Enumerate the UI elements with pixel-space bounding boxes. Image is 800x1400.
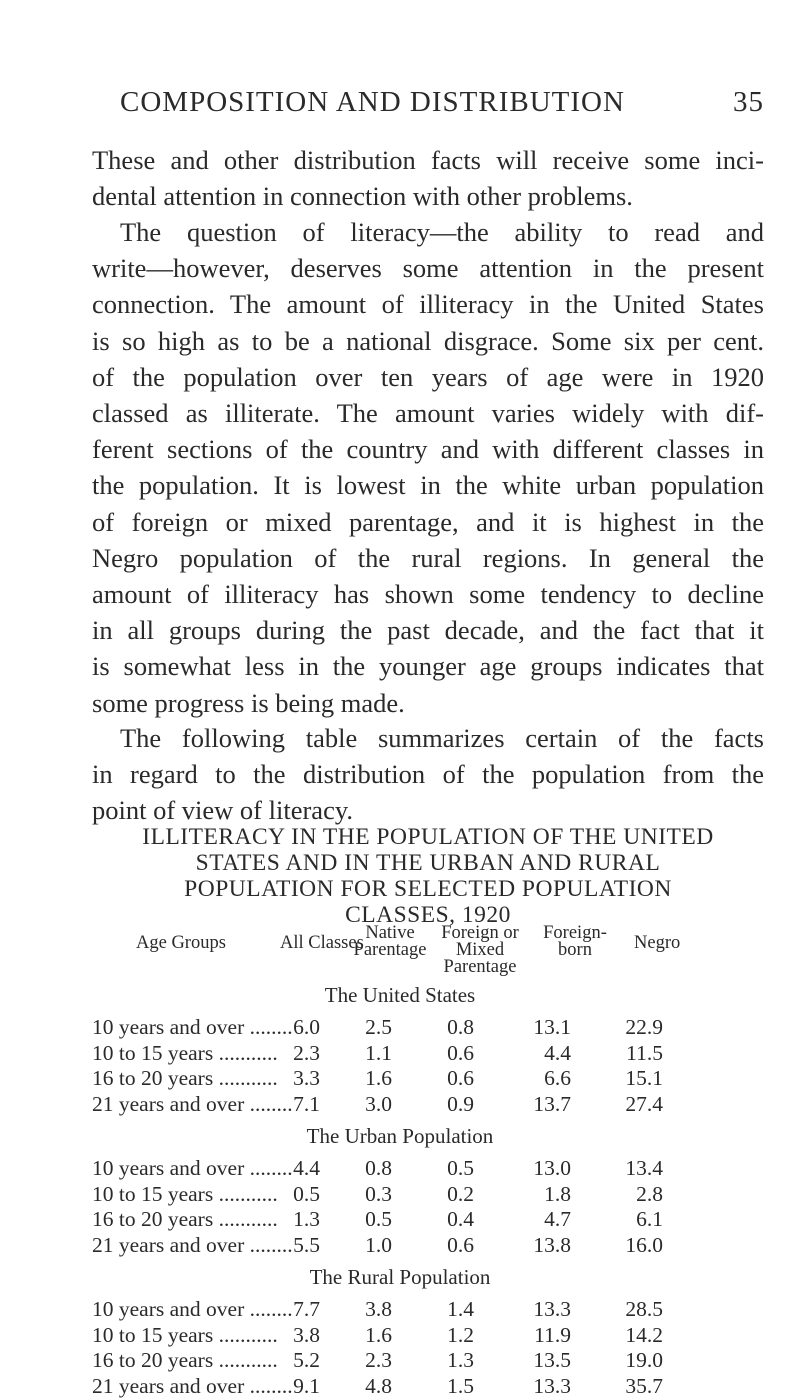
col-head-native-parentage <box>350 925 430 959</box>
text-line: ferent sections of the country and with different classes in <box>92 434 764 465</box>
age-group-label <box>92 1323 278 1348</box>
cell-negro: 22.9 <box>625 1015 663 1039</box>
age-group-text: 10 years and over <box>92 1015 245 1039</box>
cell-foreign-born: 13.1 <box>533 1015 571 1039</box>
age-group-text: 10 to 15 years <box>92 1181 214 1206</box>
text-line: is somewhat less in the younger age groups indicates that <box>92 651 764 682</box>
age-group-label <box>92 1092 293 1117</box>
cell-negro: 11.5 <box>626 1040 663 1065</box>
age-group-text: 21 years and over <box>92 1232 245 1257</box>
cell-foreign-mixed: 0.6 <box>447 1040 474 1065</box>
age-group-text: 21 years and over <box>92 1091 245 1116</box>
table-row <box>0 1041 800 1067</box>
cell-all: 9.1 <box>293 1373 320 1398</box>
cell-native: 3.8 <box>365 1297 392 1321</box>
text-line: in all groups during the past decade, and the fact that it <box>92 615 764 646</box>
cell-foreign-mixed: 0.5 <box>447 1156 474 1180</box>
cell-negro: 28.5 <box>625 1297 663 1321</box>
paragraph-table-intro <box>92 720 764 829</box>
paragraph-literacy <box>92 214 764 721</box>
cell-negro: 27.4 <box>625 1091 663 1116</box>
col-head-foreign-mixed-line1: Foreign or <box>441 923 519 943</box>
leader-dots: ........ <box>244 1373 293 1398</box>
age-group-text: 16 to 20 years <box>92 1066 214 1090</box>
text-line: amount of illiteracy has shown some tendency to decline <box>92 579 764 610</box>
col-head-native-line2: Parentage <box>353 940 427 960</box>
table-title-line: STATES AND IN THE URBAN AND RURAL <box>195 850 661 876</box>
col-head-all-classes: All Classes <box>280 933 364 953</box>
age-group-text: 10 to 15 years <box>92 1040 214 1065</box>
age-group-text: 16 to 20 years <box>92 1348 214 1372</box>
age-group-label <box>92 1348 278 1373</box>
cell-all: 6.0 <box>293 1015 320 1039</box>
table-row <box>0 1233 800 1259</box>
table-row <box>0 1015 800 1041</box>
cell-native: 0.3 <box>365 1181 392 1206</box>
leader-dots: ........... <box>213 1322 278 1347</box>
cell-native: 4.8 <box>365 1373 392 1398</box>
cell-foreign-born: 6.6 <box>544 1066 571 1090</box>
cell-native: 1.6 <box>365 1322 392 1347</box>
cell-native: 0.8 <box>365 1156 392 1180</box>
cell-all: 4.4 <box>293 1156 320 1180</box>
text-line: The following table summarizes certain of the facts <box>120 723 764 753</box>
cell-native: 1.0 <box>365 1232 392 1257</box>
cell-foreign-mixed: 0.6 <box>447 1066 474 1090</box>
cell-foreign-mixed: 0.6 <box>447 1232 474 1257</box>
table-section-heading: The Urban Population <box>306 1124 494 1148</box>
age-group-text: 21 years and over <box>92 1373 245 1398</box>
cell-native: 2.3 <box>365 1348 392 1372</box>
table-row <box>0 1092 800 1118</box>
cell-foreign-mixed: 1.5 <box>447 1373 474 1398</box>
table-row <box>0 1156 800 1182</box>
cell-all: 3.3 <box>293 1066 320 1090</box>
age-group-label <box>92 1374 293 1399</box>
table-title-line: ILLITERACY IN THE POPULATION OF THE UNITED <box>142 824 714 850</box>
cell-foreign-mixed: 1.3 <box>447 1348 474 1372</box>
age-group-label <box>92 1182 278 1207</box>
cell-negro: 14.2 <box>625 1322 663 1347</box>
text-line: some progress is being made. <box>92 687 405 718</box>
cell-negro: 19.0 <box>625 1348 663 1372</box>
age-group-text: 16 to 20 years <box>92 1207 214 1231</box>
leader-dots: ........ <box>244 1015 293 1039</box>
col-head-foreign-born <box>530 925 620 959</box>
cell-native: 1.6 <box>365 1066 392 1090</box>
page-number: 35 <box>733 86 764 118</box>
text-line: dental attention in connection with other problems. <box>92 181 633 212</box>
age-group-text: 10 years and over <box>92 1156 245 1180</box>
cell-all: 7.7 <box>293 1297 320 1321</box>
cell-foreign-born: 1.8 <box>544 1181 571 1206</box>
cell-all: 5.5 <box>293 1232 320 1257</box>
col-head-foreign-born-line1: Foreign- <box>543 923 607 943</box>
cell-negro: 13.4 <box>625 1156 663 1180</box>
table-row <box>0 1066 800 1092</box>
cell-native: 0.5 <box>365 1207 392 1231</box>
text-line: of the population over ten years of age were in 1920 <box>92 361 764 392</box>
cell-all: 3.8 <box>293 1322 320 1347</box>
table-row <box>0 1297 800 1323</box>
text-line: These and other distribution facts will receive some inci- <box>92 145 764 175</box>
cell-foreign-born: 13.3 <box>533 1297 571 1321</box>
cell-foreign-born: 4.4 <box>544 1040 571 1065</box>
cell-foreign-mixed: 0.2 <box>447 1181 474 1206</box>
leader-dots: ........ <box>244 1232 293 1257</box>
text-line: point of view of literacy. <box>92 795 353 826</box>
age-group-label <box>92 1015 293 1040</box>
table-title-line: POPULATION FOR SELECTED POPULATION <box>184 876 672 902</box>
cell-all: 7.1 <box>293 1091 320 1116</box>
table-section-heading: The United States <box>324 983 476 1007</box>
cell-negro: 6.1 <box>636 1207 663 1231</box>
text-line: Negro population of the rural regions. In general the <box>92 542 764 573</box>
cell-foreign-born: 4.7 <box>544 1207 571 1231</box>
table-row <box>0 1323 800 1349</box>
cell-foreign-mixed: 1.4 <box>447 1297 474 1321</box>
col-head-age-groups: Age Groups <box>136 933 226 953</box>
leader-dots: ........... <box>213 1207 278 1231</box>
leader-dots: ........... <box>213 1066 278 1090</box>
paragraph-intro <box>92 142 764 214</box>
col-head-negro: Negro <box>634 933 681 953</box>
text-line: is so high as to be a national disgrace. Some six per cent. <box>92 325 764 356</box>
cell-foreign-born: 13.7 <box>533 1091 571 1116</box>
cell-all: 0.5 <box>293 1181 320 1206</box>
text-line: in regard to the distribution of the population from the <box>92 759 764 790</box>
cell-foreign-born: 13.8 <box>533 1232 571 1257</box>
text-line: classed as illiterate. The amount varies widely with dif- <box>92 398 764 429</box>
cell-foreign-born: 11.9 <box>534 1322 571 1347</box>
cell-foreign-born: 13.5 <box>533 1348 571 1372</box>
text-line: The question of literacy—the ability to read and <box>120 217 764 247</box>
cell-native: 2.5 <box>365 1015 392 1039</box>
col-head-foreign-mixed-line2: Mixed <box>455 940 505 960</box>
leader-dots: ........ <box>244 1091 293 1116</box>
age-group-label <box>92 1297 293 1322</box>
cell-all: 1.3 <box>293 1207 320 1231</box>
table-row <box>0 1182 800 1208</box>
leader-dots: ........ <box>244 1297 293 1321</box>
table-title <box>92 824 764 928</box>
table-row <box>0 1348 800 1374</box>
table-row <box>0 1207 800 1233</box>
col-head-foreign-mixed-line3: Parentage <box>443 957 517 977</box>
running-title: COMPOSITION AND DISTRIBUTION <box>120 86 625 118</box>
cell-foreign-born: 13.3 <box>533 1373 571 1398</box>
age-group-label <box>92 1233 293 1258</box>
age-group-label <box>92 1041 278 1066</box>
col-head-foreign-mixed <box>430 925 530 976</box>
cell-foreign-mixed: 0.9 <box>447 1091 474 1116</box>
col-head-native-line1: Native <box>365 923 415 943</box>
age-group-label <box>92 1066 278 1091</box>
cell-foreign-mixed: 0.4 <box>447 1207 474 1231</box>
cell-foreign-born: 13.0 <box>533 1156 571 1180</box>
cell-foreign-mixed: 1.2 <box>447 1322 474 1347</box>
table-row <box>0 1374 800 1400</box>
col-head-foreign-born-line2: born <box>558 940 592 960</box>
cell-native: 3.0 <box>365 1091 392 1116</box>
cell-all: 2.3 <box>293 1040 320 1065</box>
leader-dots: ........... <box>213 1181 278 1206</box>
age-group-text: 10 years and over <box>92 1297 245 1321</box>
text-line: write—however, deserves some attention in the present <box>92 253 764 284</box>
leader-dots: ........... <box>213 1040 278 1065</box>
cell-negro: 2.8 <box>636 1181 663 1206</box>
age-group-label <box>92 1207 278 1232</box>
cell-negro: 35.7 <box>625 1373 663 1398</box>
text-line: of foreign or mixed parentage, and it is highest in the <box>92 506 764 537</box>
cell-native: 1.1 <box>365 1040 392 1065</box>
leader-dots: ........ <box>244 1156 293 1180</box>
cell-all: 5.2 <box>293 1348 320 1372</box>
cell-foreign-mixed: 0.8 <box>447 1015 474 1039</box>
text-line: the population. It is lowest in the white urban population <box>92 470 764 501</box>
table-section-heading: The Rural Population <box>309 1265 491 1289</box>
leader-dots: ........... <box>213 1348 278 1372</box>
table-title-line: CLASSES, 1920 <box>345 902 511 928</box>
age-group-label <box>92 1156 293 1181</box>
text-line: connection. The amount of illiteracy in the United States <box>92 289 764 320</box>
cell-negro: 16.0 <box>625 1232 663 1257</box>
age-group-text: 10 to 15 years <box>92 1322 214 1347</box>
cell-negro: 15.1 <box>625 1066 663 1090</box>
